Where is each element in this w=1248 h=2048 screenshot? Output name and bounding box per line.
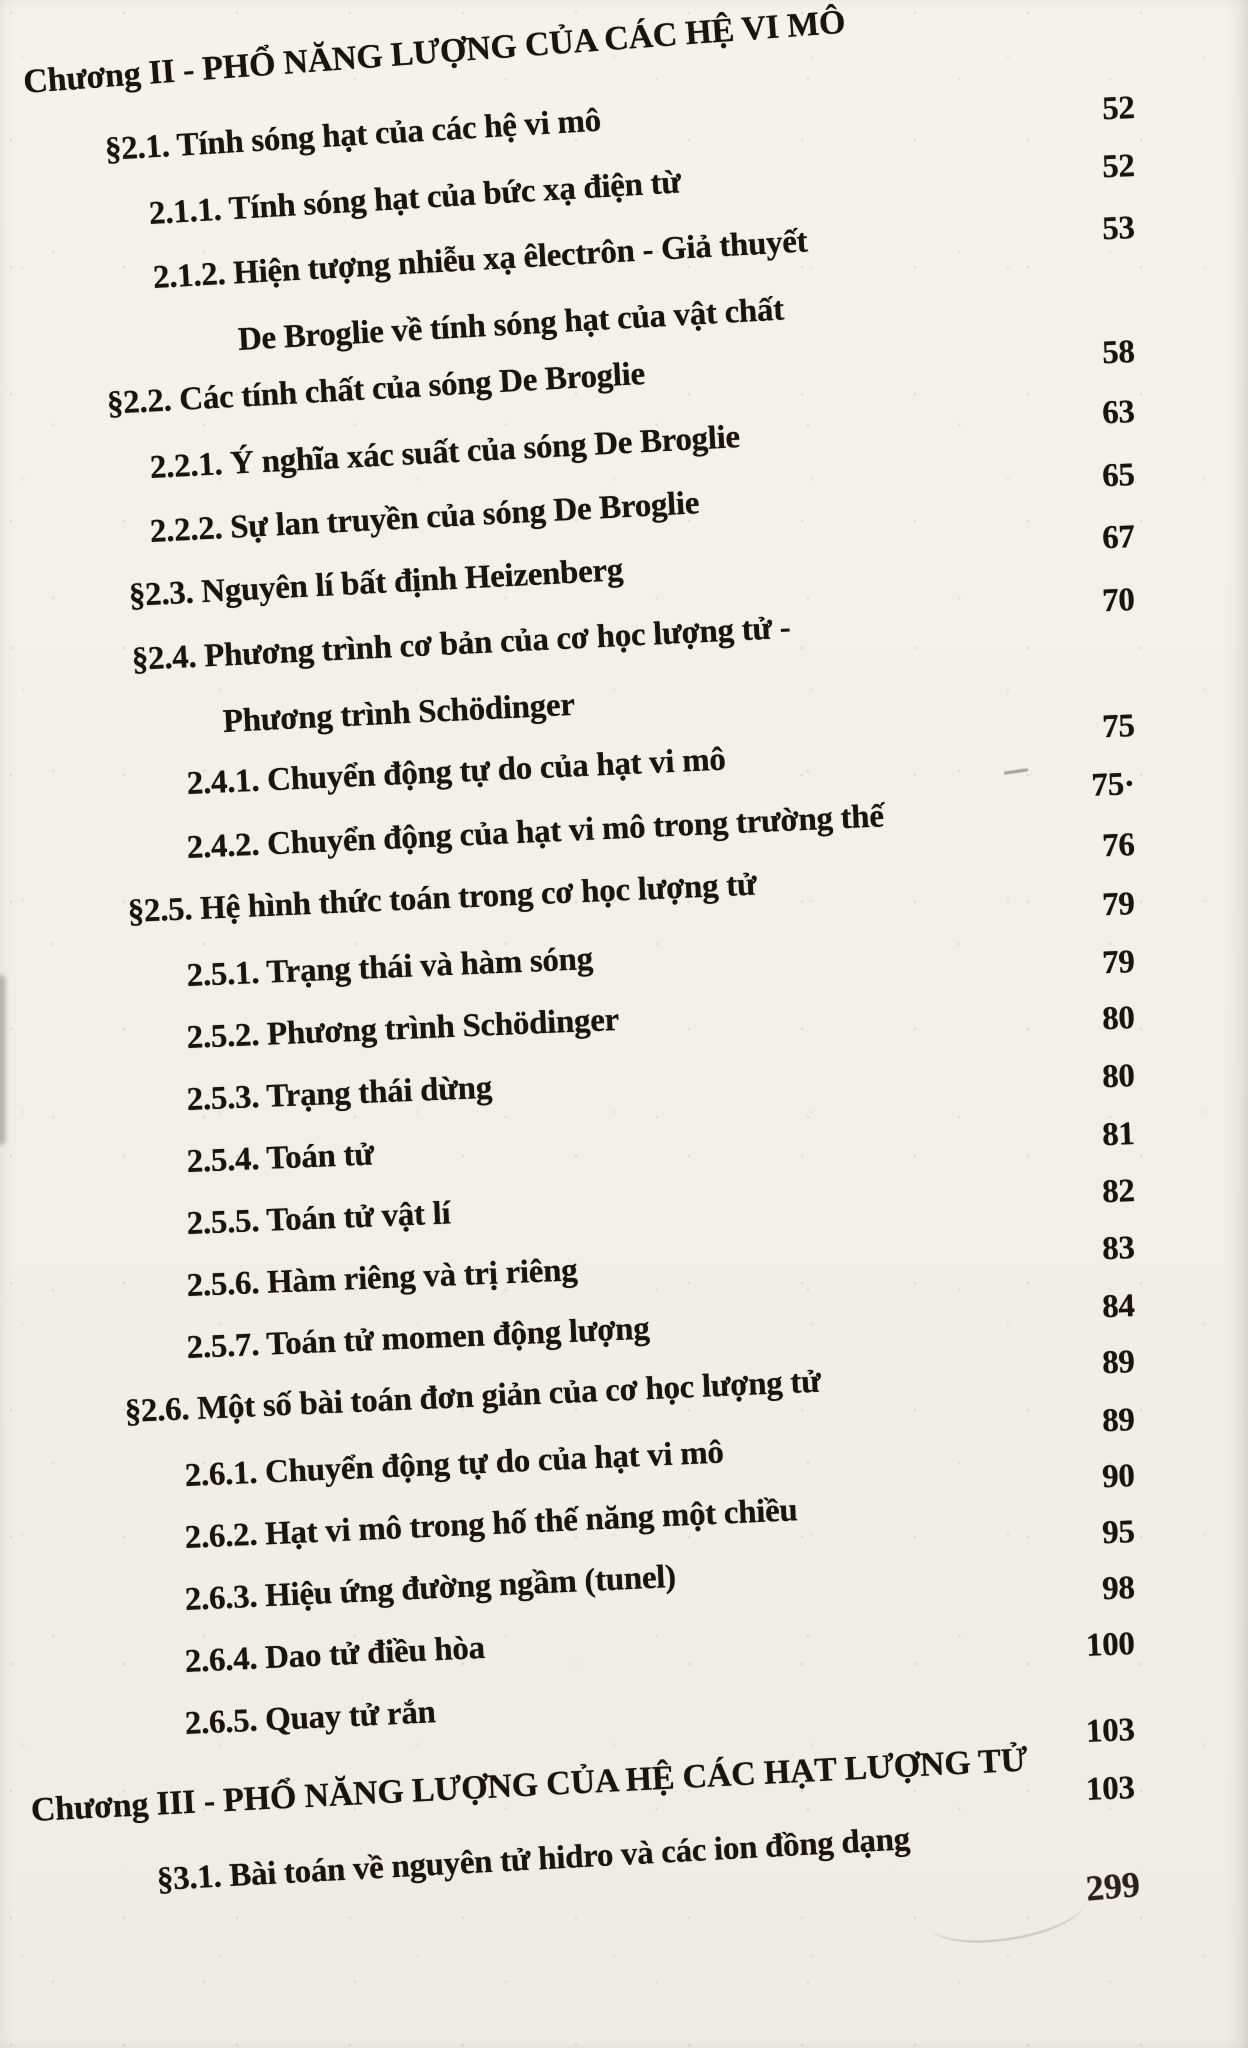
toc-entry-label: 2.6.3. Hiệu ứng đường ngầm (tunel) <box>184 1558 677 1618</box>
toc-entry-label: §2.5. Hệ hình thức toán trong cơ học lượng tử <box>127 866 758 930</box>
toc-entry-page: 82 <box>1101 1173 1136 1211</box>
toc-entry-label: 2.5.6. Hàm riêng và trị riêng <box>186 1252 579 1304</box>
toc-entry-page: 98 <box>1101 1570 1136 1608</box>
toc-entry-page: 79 <box>1101 886 1136 924</box>
toc-entry-page: 80 <box>1101 1000 1136 1038</box>
toc-entry-label: §2.2. Các tính chất của sóng De Broglie <box>106 355 646 422</box>
toc-entry-label-line2: Phương trình Schödinger <box>222 686 576 740</box>
toc-entry-label: 2.1.2. Hiện tượng nhiễu xạ êlectrôn - Giả thuyết <box>152 223 809 296</box>
toc-entry-label: 2.5.2. Phương trình Schödinger <box>186 1001 620 1056</box>
toc-entry-page: 89 <box>1101 1402 1136 1440</box>
toc-entry-page: 53 <box>1101 210 1136 248</box>
toc-entry-page: 52 <box>1101 90 1136 128</box>
toc-entry-label: 2.4.1. Chuyển động tự do của hạt vi mô <box>186 741 727 802</box>
toc-entry-page: 76 <box>1101 827 1136 865</box>
toc-entry-page: 75 <box>1101 708 1136 746</box>
toc-entry-label: §2.3. Nguyên lí bất định Heizenberg <box>128 552 624 614</box>
toc-entry-page: 52 <box>1101 148 1136 186</box>
toc-entry-label: 2.5.4. Toán tử <box>186 1136 375 1180</box>
toc-entry-page: 103 <box>1085 1712 1136 1750</box>
toc-entry-page: 84 <box>1101 1288 1136 1326</box>
toc-entry-label: 2.1.1. Tính sóng hạt của bức xạ điện từ <box>148 164 682 232</box>
toc-entry-label: Chương II - PHỔ NĂNG LƯỢNG CỦA CÁC HỆ VI MÔ <box>22 3 847 101</box>
toc-entry-page: 90 <box>1101 1458 1136 1496</box>
toc-entry-label: 2.5.7. Toán tử momen động lượng <box>186 1310 651 1366</box>
scan-artifact-dash <box>1004 768 1028 774</box>
toc-entry-page: 100 <box>1085 1626 1136 1664</box>
toc-entry-label: §3.1. Bài toán về nguyên tử hidro và các ion đồng dạng <box>156 1821 911 1898</box>
toc-entry-page: 80 <box>1101 1058 1136 1096</box>
toc-entry-label: §2.6. Một số bài toán đơn giản của cơ học lượng tử <box>124 1363 822 1430</box>
toc-entry-label: 2.6.2. Hạt vi mô trong hố thế năng một chiều <box>184 1492 799 1556</box>
toc-entry-page: 63 <box>1101 394 1136 432</box>
toc-entry-page: 81 <box>1101 1116 1136 1154</box>
toc-entry-label: 2.5.3. Trạng thái dừng <box>186 1069 493 1118</box>
bottom-page-number: 299 <box>1084 1864 1142 1909</box>
toc-entry-label: 2.4.2. Chuyển động của hạt vi mô trong trường thế <box>186 798 885 866</box>
toc-entry-label-line2: De Broglie về tính sóng hạt của vật chất <box>237 291 785 358</box>
toc-entry-label: 2.5.5. Toán tử vật lí <box>186 1195 452 1242</box>
toc-entry-label: Chương III - PHỔ NĂNG LƯỢNG CỦA HỆ CÁC HẠT LƯỢNG TỬ <box>30 1741 1029 1829</box>
toc-entry-page: 83 <box>1101 1230 1136 1268</box>
toc-entry-page: 95 <box>1101 1514 1136 1552</box>
toc-entry-label: §2.4. Phương trình cơ bản của cơ học lượng tử - <box>131 609 792 678</box>
toc-entry-page: 79 <box>1101 944 1136 982</box>
toc-entry-label: 2.2.2. Sự lan truyền của sóng De Broglie <box>149 485 701 550</box>
toc-entry-label: 2.6.1. Chuyển động tự do của hạt vi mô <box>184 1434 725 1494</box>
scan-artifact-edge-smudge <box>0 975 5 1145</box>
toc-entry-page: 89 <box>1101 1344 1136 1382</box>
toc-entry-label: §2.1. Tính sóng hạt của các hệ vi mô <box>104 102 602 168</box>
toc-entry-page: 65 <box>1101 457 1136 495</box>
toc-entry-label: 2.6.4. Dao tử điều hòa <box>184 1629 486 1680</box>
toc-entry-label: 2.5.1. Trạng thái và hàm sóng <box>186 940 594 994</box>
toc-entry-page: 67 <box>1101 519 1136 557</box>
toc-entry-page: 75· <box>1090 766 1136 804</box>
toc-entry-page: 58 <box>1101 334 1136 372</box>
toc-entry-page: 103 <box>1085 1770 1136 1808</box>
toc-entry-page: 70 <box>1101 582 1136 620</box>
toc-entry-label: 2.2.1. Ý nghĩa xác suất của sóng De Broglie <box>149 419 741 486</box>
toc-entry-label: 2.6.5. Quay tử rắn <box>184 1694 437 1742</box>
